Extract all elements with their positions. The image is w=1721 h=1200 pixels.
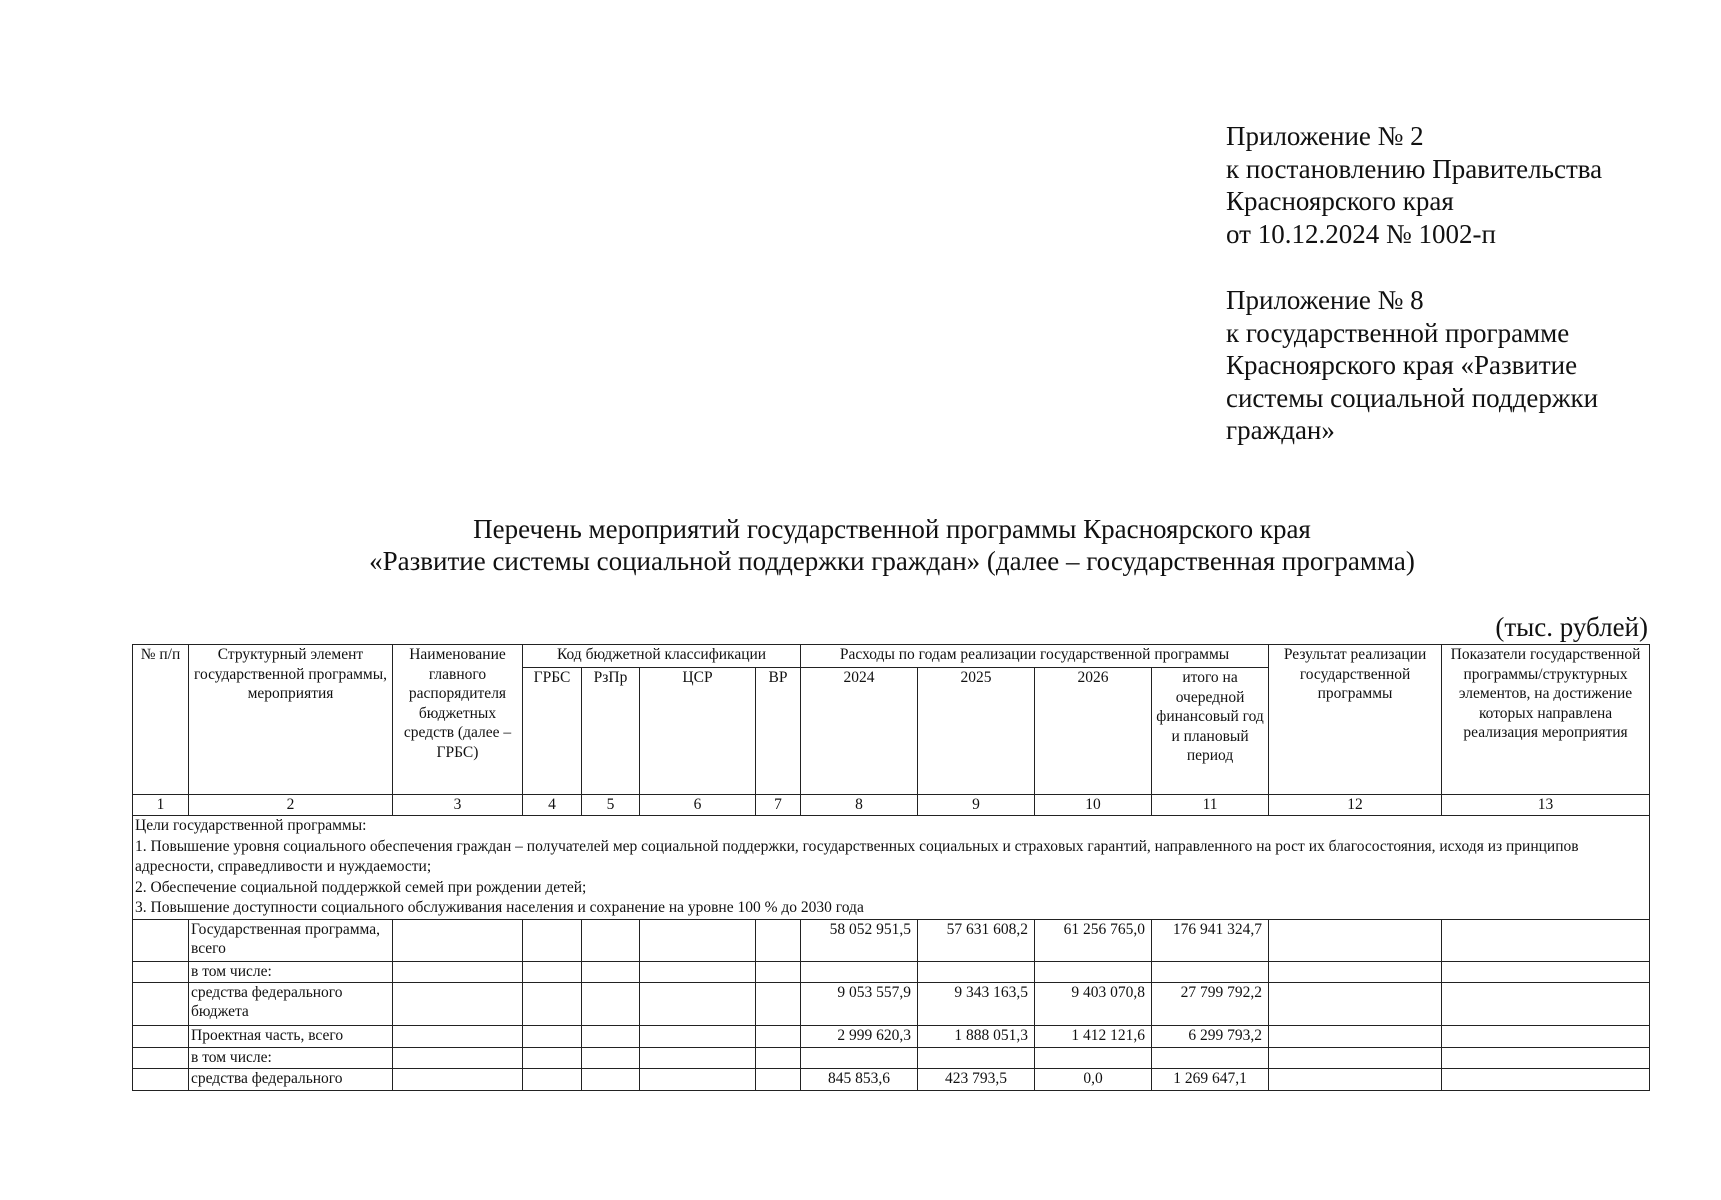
approval-2-line-5: граждан» [1226,415,1335,445]
approval-2-line-2: к государственной программе [1226,317,1570,348]
col-num-8: 8 [801,795,918,816]
col-num-9: 9 [918,795,1035,816]
header-grbs-name: Наименование главного распорядителя бюджетных средств (далее – ГРБС) [393,645,523,795]
table-row [133,1025,1650,1047]
row-total [1152,961,1269,982]
row-total: 176 941 324,7 [1152,919,1269,961]
row-2024: 58 052 951,5 [801,919,918,961]
row-name: Государственная программа, всего [189,919,393,961]
row-total [1152,1047,1269,1068]
header-rzpr: РзПр [582,668,640,795]
row-2025: 57 631 608,2 [918,919,1035,961]
goals-cell [133,816,1650,920]
row-total: 6 299 793,2 [1152,1025,1269,1047]
header-2025: 2025 [918,668,1035,795]
row-2026 [1035,961,1152,982]
table-row [133,1068,1650,1090]
row-2024: 845 853,6 [801,1068,918,1090]
row-name: средства федерального [189,1068,393,1090]
header-row-1 [133,645,1650,668]
row-name: в том числе: [189,1047,393,1068]
col-num-10: 10 [1035,795,1152,816]
table-row [133,919,1650,961]
row-2024: 2 999 620,3 [801,1025,918,1047]
col-num-3: 3 [393,795,523,816]
header-2026: 2026 [1035,668,1152,795]
goal-1: 1. Повышение уровня социального обеспечения граждан – получателей мер социальной поддержки, государственных социальных и страховых гарантий, направленного на рост их благосостояния, исходя из принципов адресности, справедливости и нуждаемости; [135,837,1579,875]
header-csr: ЦСР [640,668,756,795]
approval-block-1 [1226,120,1696,250]
row-2025 [918,961,1035,982]
title-line-1: Перечень мероприятий государственной программы Красноярского края [473,514,1311,544]
table-row [133,961,1650,982]
row-2025: 423 793,5 [918,1068,1035,1090]
approval-1-line-1: Приложение № 2 [1226,121,1424,151]
header-2024: 2024 [801,668,918,795]
row-2024: 9 053 557,9 [801,982,918,1025]
col-num-4: 4 [523,795,582,816]
col-num-7: 7 [756,795,801,816]
col-num-12: 12 [1269,795,1442,816]
approval-1-line-4: от 10.12.2024 № 1002-п [1226,218,1496,249]
col-num-6: 6 [640,795,756,816]
approval-2-line-4: системы социальной поддержки [1226,382,1599,413]
col-num-13: 13 [1442,795,1650,816]
row-2025: 1 888 051,3 [918,1025,1035,1047]
row-2026: 0,0 [1035,1068,1152,1090]
approval-block-2 [1226,284,1696,447]
row-2024 [801,1047,918,1068]
table-row [133,982,1650,1025]
approval-2-line-1: Приложение № 8 [1226,285,1424,315]
row-name: Проектная часть, всего [189,1025,393,1047]
col-num-11: 11 [1152,795,1269,816]
row-2026: 61 256 765,0 [1035,919,1152,961]
row-name: средства федерального бюджета [189,982,393,1025]
row-total: 27 799 792,2 [1152,982,1269,1025]
header-element: Структурный элемент государственной программы, мероприятия [189,645,393,795]
table-row [133,1047,1650,1068]
approval-1-line-2: к постановлению Правительства [1226,153,1603,184]
header-budget-code: Код бюджетной классификации [523,645,801,668]
row-2026 [1035,1047,1152,1068]
column-numbers-row [133,795,1650,816]
row-2026: 1 412 121,6 [1035,1025,1152,1047]
row-2024 [801,961,918,982]
goal-2: 2. Обеспечение социальной поддержкой семей при рождении детей; [135,878,587,896]
row-total: 1 269 647,1 [1152,1068,1269,1090]
row-2025 [918,1047,1035,1068]
col-num-2: 2 [189,795,393,816]
header-num: № п/п [133,645,189,795]
row-2025: 9 343 163,5 [918,982,1035,1025]
header-expenses: Расходы по годам реализации государственной программы [801,645,1269,668]
header-vr: ВР [756,668,801,795]
goals-heading: Цели государственной программы: [135,817,367,834]
row-2026: 9 403 070,8 [1035,982,1152,1025]
measures-table [132,644,1650,1091]
header-grbs: ГРБС [523,668,582,795]
goal-3: 3. Повышение доступности социального обслуживания населения и сохранение на уровне 100 % до 2030 года [135,899,864,916]
units-label: (тыс. рублей) [1495,612,1648,642]
document-title [132,513,1652,577]
row-name: в том числе: [189,961,393,982]
approval-2-line-3: Красноярского края «Развитие [1226,350,1578,380]
title-line-2: «Развитие системы социальной поддержки граждан» (далее – государственная программа) [369,546,1415,576]
header-total: итого на очередной финансовый год и плановый период [1152,668,1269,795]
approval-1-line-3: Красноярского края [1226,186,1454,216]
header-indicators: Показатели государственной программы/структурных элементов, на достижение которых направлена реализация мероприятия [1442,645,1650,795]
goals-row [133,816,1650,920]
col-num-5: 5 [582,795,640,816]
col-num-1: 1 [133,795,189,816]
header-result: Результат реализации государственной программы [1269,645,1442,795]
